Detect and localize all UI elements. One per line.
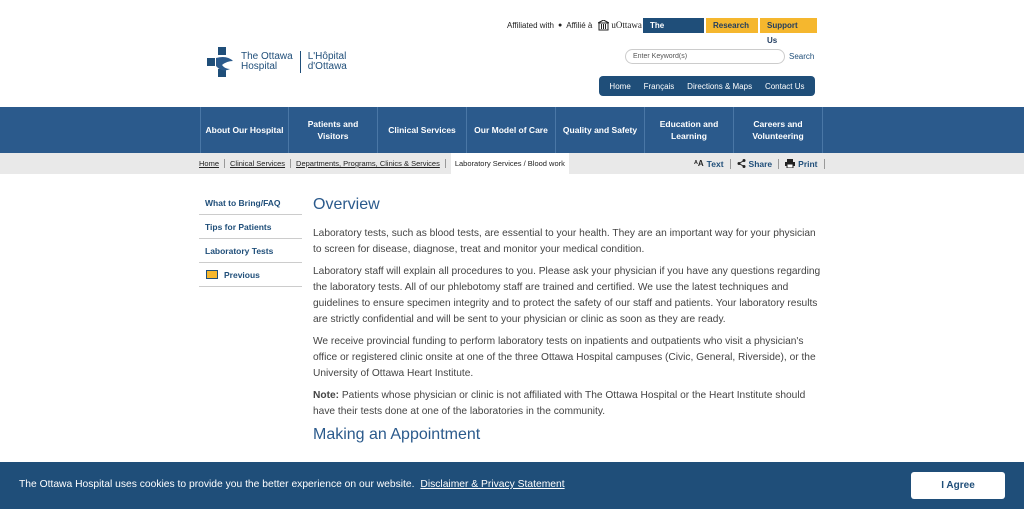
support-us-button[interactable]: Support Us — [760, 18, 817, 33]
note-text: Patients whose physician or clinic is not affiliated with The Ottawa Hospital or the Heart Institute should have their tests done at one of the laboratories in the community. — [313, 389, 806, 417]
page-title: Overview — [313, 196, 380, 213]
page-tools — [688, 153, 825, 174]
search-area — [625, 49, 814, 64]
text-size-button[interactable] — [688, 159, 731, 169]
logo-divider — [300, 51, 301, 73]
sidenav-label: Laboratory Tests — [205, 245, 274, 256]
nav-patients[interactable]: Patients and Visitors — [289, 107, 378, 153]
logo-text-fr — [308, 52, 347, 72]
paragraph-2: Laboratory staff will explain all procedures to you. Please ask your physician if you have any questions regarding the laboratory tests. All of our phlebotomy staff are trained and certified. We use the latest techniques and guidelines to ensure specimen integrity and to protect the safety of our staff and patients. Your laboratory results are strictly confidential and will be sent to your physician or clinic as soon as they are ready. — [313, 265, 821, 326]
uottawa-logo[interactable] — [598, 20, 642, 31]
sidenav-label: Tips for Patients — [205, 221, 272, 232]
ottawa-hospital-logo-icon — [207, 47, 237, 77]
top-buttons — [643, 18, 819, 45]
logo-text-en — [241, 52, 293, 72]
nav-clinical[interactable]: Clinical Services — [378, 107, 467, 153]
search-button[interactable]: Search — [789, 52, 815, 61]
affiliated-with-text: Affiliated with — [507, 20, 554, 30]
uottawa-text: uOttawa — [611, 20, 642, 30]
breadcrumb-home[interactable]: Home — [199, 159, 225, 168]
note-label: Note: — [313, 389, 340, 401]
text-size-label: Text — [706, 158, 724, 169]
privacy-link[interactable]: Disclaimer & Privacy Statement — [420, 479, 565, 490]
breadcrumb-bar — [0, 153, 1024, 174]
logo-en-line2: Hospital — [241, 61, 278, 72]
sidenav-what-to-bring[interactable] — [199, 191, 302, 215]
the-hospital-button[interactable]: The Hospital — [643, 18, 704, 33]
affiliation — [507, 17, 642, 33]
util-contact-link[interactable]: Contact Us — [764, 81, 805, 91]
logo-fr-line2: d'Ottawa — [307, 61, 347, 72]
logo-en-line1: The Ottawa — [241, 51, 293, 62]
nav-careers[interactable]: Careers and Volunteering — [734, 107, 823, 153]
breadcrumb-departments[interactable]: Departments, Programs, Clinics & Services — [296, 159, 446, 168]
nav-quality[interactable]: Quality and Safety — [556, 107, 645, 153]
share-label: Share — [748, 158, 773, 169]
share-icon — [737, 159, 746, 168]
building-icon — [598, 20, 609, 31]
cookie-banner — [0, 462, 1024, 509]
printer-icon — [785, 159, 795, 168]
print-label: Print — [798, 158, 818, 169]
paragraph-3: We receive provincial funding to perform laboratory tests on inpatients and outpatients who visit a physician's office or registered clinic onsite at one of the three Ottawa Hospital campuses (Civic, General, Riverside), or the University of Ottawa Heart Institute. — [313, 335, 816, 380]
search-input[interactable] — [625, 49, 785, 64]
paragraph-1: Laboratory tests, such as blood tests, are essential to your health. They are an important way for your physician to screen for disease, diagnose, treat and monitor your medical condition. — [313, 228, 816, 256]
back-icon — [206, 270, 218, 279]
note-paragraph — [313, 388, 825, 421]
sidenav-label: Previous — [224, 269, 260, 280]
cookie-message — [19, 479, 565, 490]
nav-model-of-care[interactable]: Our Model of Care — [467, 107, 556, 153]
utility-nav — [599, 76, 815, 96]
breadcrumb-clinical[interactable]: Clinical Services — [230, 159, 291, 168]
breadcrumb-current: Laboratory Services / Blood work — [451, 153, 569, 174]
sidenav-tips[interactable] — [199, 215, 302, 239]
affilie-a-text: Affilié à — [566, 20, 593, 30]
bullet-icon: ● — [558, 21, 563, 29]
nav-about[interactable]: About Our Hospital — [200, 107, 289, 153]
util-home-link[interactable]: Home — [609, 81, 631, 91]
nav-education[interactable]: Education and Learning — [645, 107, 734, 153]
i-agree-button[interactable]: I Agree — [911, 472, 1005, 499]
share-button[interactable] — [731, 159, 780, 169]
main-nav — [0, 107, 1024, 153]
sidenav-previous[interactable] — [199, 263, 302, 287]
section-title: Making an Appointment — [313, 426, 481, 444]
research-button[interactable]: Research — [706, 18, 758, 33]
util-francais-link[interactable]: Français — [643, 81, 675, 91]
hospital-logo[interactable] — [207, 47, 347, 77]
sidenav-lab-tests[interactable] — [199, 239, 302, 263]
sidenav-label: What to Bring/FAQ — [205, 197, 281, 208]
side-nav — [199, 191, 302, 287]
print-button[interactable] — [779, 159, 824, 169]
main-content — [313, 196, 825, 444]
breadcrumb — [199, 153, 569, 174]
text-size-icon: ᴬA — [694, 159, 704, 168]
logo-fr-line1: L'Hôpital — [307, 51, 347, 62]
util-directions-link[interactable]: Directions & Maps — [687, 81, 753, 91]
cookie-text: The Ottawa Hospital uses cookies to provide you the better experience on our website. — [19, 479, 415, 490]
